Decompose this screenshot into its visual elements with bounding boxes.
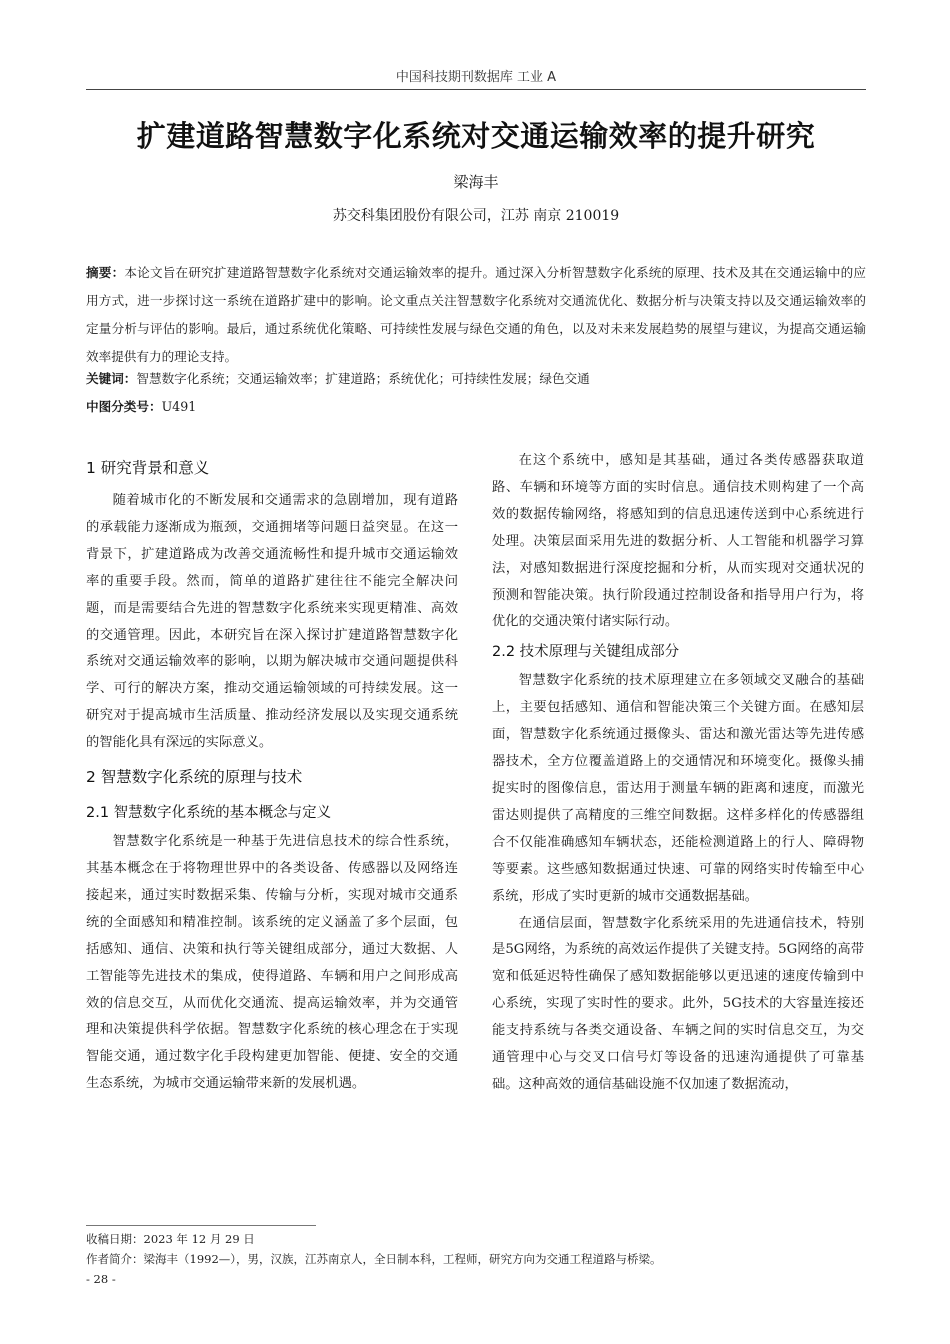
footnote-rule	[86, 1225, 316, 1226]
section-2-2-paragraph-2: 在通信层面，智慧数字化系统采用的先进通信技术，特别是5G网络，为系统的高效运作提供了关键支持。5G网络的高带宽和低延迟特性确保了感知数据能够以更迅速的速度传输到中心系统，实现了实时性的要求。此外，5G技术的大容量连接还能支持系统与各类交通设备、车辆之间的实时信息交互，为交通管理中心与交叉口信号灯等设备的迅速沟通提供了可靠基础。这种高效的通信基础设施不仅加速了数据流动，	[492, 915, 864, 1092]
keywords-text: 智慧数字化系统；交通运输效率；扩建道路；系统优化；可持续性发展；绿色交通	[136, 371, 590, 386]
journal-header: 中国科技期刊数据库 工业 A	[395, 70, 557, 85]
section-2-heading: 2 智慧数字化系统的原理与技术	[86, 768, 303, 787]
left-column	[86, 448, 458, 1098]
right-column	[492, 448, 864, 1099]
classification-label: 中图分类号：	[86, 399, 162, 414]
author-affiliation: 苏交科集团股份有限公司，江苏 南京 210019	[332, 208, 620, 224]
author-bio: 作者简介：梁海丰（1992—），男，汉族，江苏南京人，全日制本科，工程师，研究方向为交通工程道路与桥梁。	[86, 1252, 662, 1266]
received-date: 收稿日期：2023 年 12 月 29 日	[86, 1232, 255, 1246]
page-number: - 28 -	[86, 1272, 116, 1286]
keywords-label: 关键词：	[86, 371, 137, 386]
section-2-1-paragraph-1: 智慧数字化系统是一种基于先进信息技术的综合性系统，其基本概念在于将物理世界中的各类设备、传感器以及网络连接起来，通过实时数据采集、传输与分析，实现对城市交通系统的全面感知和精准控制。该系统的定义涵盖了多个层面，包括感知、通信、决策和执行等关键组成部分，通过大数据、人工智能等先进技术的集成，使得道路、车辆和用户之间形成高效的信息交互，从而优化交通流、提高运输效率，并为交通管理和决策提供科学依据。智慧数字化系统的核心理念在于实现智能交通，通过数字化手段构建更加智能、便捷、安全的交通生态系统，为城市交通运输带来新的发展机遇。	[86, 834, 458, 1092]
abstract-label: 摘要：	[86, 265, 125, 280]
section-2-1-paragraph-2: 在这个系统中，感知是其基础，通过各类传感器获取道路、车辆和环境等方面的实时信息。通信技术则构建了一个高效的数据传输网络，将感知到的信息迅速传送到中心系统进行处理。决策层面采用先进的数据分析、人工智能和机器学习算法，对感知数据进行深度挖掘和分析，从而实现对交通状况的预测和智能决策。执行阶段通过控制设备和指导用户行为，将优化的交通决策付诸实际行动。	[492, 453, 864, 630]
keywords	[86, 369, 866, 389]
section-1-paragraph: 随着城市化的不断发展和交通需求的急剧增加，现有道路的承载能力逐渐成为瓶颈，交通拥堵等问题日益突显。在这一背景下，扩建道路成为改善交通流畅性和提升城市交通运输效率的重要手段。然而，简单的道路扩建往往不能完全解决问题，而是需要结合先进的智慧数字化系统来实现更精准、高效的交通管理。因此，本研究旨在深入探讨扩建道路智慧数字化系统对交通运输效率的影响，以期为解决城市交通问题提供科学、可行的解决方案，推动交通运输领域的可持续发展。这一研究对于提高城市生活质量、推动经济发展以及实现交通系统的智能化具有深远的实际意义。	[86, 493, 458, 751]
classification-code: U491	[161, 399, 197, 414]
classification	[86, 397, 866, 417]
abstract-text: 本论文旨在研究扩建道路智慧数字化系统对交通运输效率的提升。通过深入分析智慧数字化系统的原理、技术及其在交通运输中的应用方式，进一步探讨这一系统在道路扩建中的影响。论文重点关注智慧数字化系统对交通流优化、数据分析与决策支持以及交通运输效率的定量分析与评估的影响。最后，通过系统优化策略、可持续性发展与绿色交通的角色，以及对未来发展趋势的展望与建议，为提高交通运输效率提供有力的理论支持。	[86, 265, 867, 364]
section-1-heading: 1 研究背景和意义	[86, 459, 210, 477]
author-name: 梁海丰	[453, 173, 499, 191]
section-2-2-paragraph-1: 智慧数字化系统的技术原理建立在多领域交叉融合的基础上，主要包括感知、通信和智能决策三个关键方面。在感知层面，智慧数字化系统通过摄像头、雷达和激光雷达等先进传感器技术，全方位覆盖道路上的交通情况和环境变化。摄像头捕捉实时的图像信息，雷达用于测量车辆的距离和速度，而激光雷达则提供了高精度的三维空间数据。这样多样化的传感器组合不仅能准确感知车辆状态，还能检测道路上的行人、障碍物等要素。这些感知数据通过快速、可靠的网络实时传输至中心系统，形成了实时更新的城市交通数据基础。	[492, 673, 864, 904]
abstract	[86, 259, 866, 371]
header-rule	[86, 89, 866, 90]
section-2-2-heading: 2.2 技术原理与关键组成部分	[492, 644, 680, 661]
section-2-1-heading: 2.1 智慧数字化系统的基本概念与定义	[86, 805, 332, 822]
paper-title: 扩建道路智慧数字化系统对交通运输效率的提升研究	[136, 119, 816, 153]
